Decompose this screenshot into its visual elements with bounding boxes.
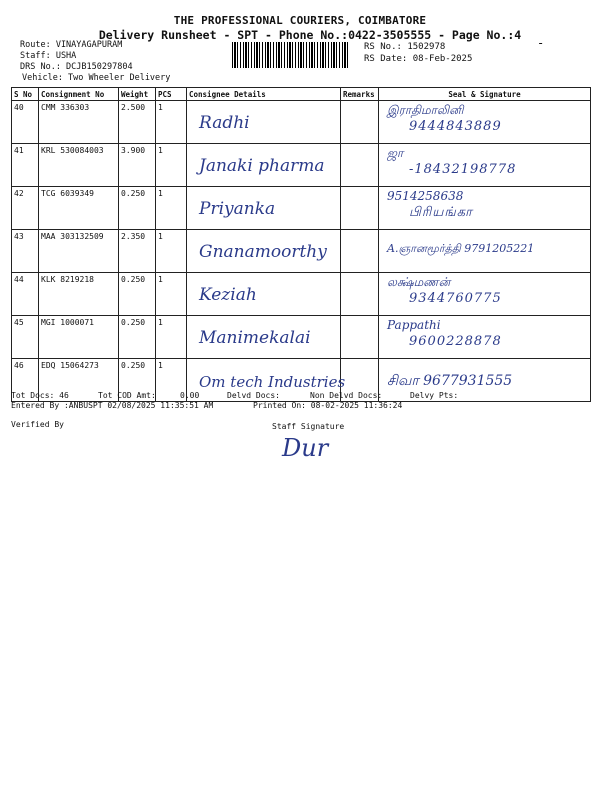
row-consignee [187,187,341,230]
row-sno: 41 [12,144,39,187]
consignee-handwriting: Manimekalai [199,328,311,348]
row-sno: 44 [12,273,39,316]
row-sno: 42 [12,187,39,230]
col-header-remarks: Remarks [341,88,379,101]
table-header-row [12,88,591,101]
signature-line1: லக்ஷ்மணன் [387,275,451,289]
row-weight: 3.900 [119,144,156,187]
entered-by: Entered By :ANBUSPT 02/08/2025 11:35:51 AM [11,401,214,410]
row-consignment: CMM 336303 [39,101,119,144]
row-sno: 45 [12,316,39,359]
margin-mark: - [537,36,545,50]
consignee-handwriting: Keziah [199,285,257,305]
col-header-weight: Weight [119,88,156,101]
row-seal-signature [379,101,591,144]
row-remarks [341,101,379,144]
row-pcs: 1 [156,359,187,402]
row-sno: 43 [12,230,39,273]
verified-by-label: Verified By [11,420,64,429]
printed-on: Printed On: 08-02-2025 11:36:24 [253,401,403,410]
row-weight: 2.500 [119,101,156,144]
delivered-docs-label: Delvd Docs: [227,391,280,400]
total-cod-label: Tot COD Amt: [98,391,156,400]
table-row [12,101,591,144]
row-consignee [187,101,341,144]
signature-line2: -18432198778 [409,162,517,177]
staff-signature-label: Staff Signature [272,422,345,431]
row-weight: 0.250 [119,316,156,359]
consignee-handwriting: Janaki pharma [199,156,325,176]
runsheet-subtitle: Delivery Runsheet - SPT - Phone No.:0422-3505555 - Page No.:4 [98,28,522,42]
rs-number: RS No.: 1502978 [364,42,446,52]
consignee-handwriting: Om tech Industries [199,373,346,391]
col-header-consignment: Consignment No [39,88,119,101]
row-seal-signature [379,230,591,273]
row-consignment: KLK 8219218 [39,273,119,316]
total-cod-value: 0.00 [180,391,200,400]
row-consignee [187,316,341,359]
col-header-sno: S No [12,88,39,101]
vehicle-label: Vehicle: Two Wheeler Delivery [22,73,171,83]
row-consignee [187,144,341,187]
col-header-consignee: Consignee Details [187,88,341,101]
row-consignment: TCG 6039349 [39,187,119,230]
staff-label: Staff: USHA [20,51,77,61]
route-label: Route: VINAYAGAPURAM [20,40,123,50]
row-pcs: 1 [156,101,187,144]
row-consignment: EDQ 15064273 [39,359,119,402]
row-consignee [187,273,341,316]
row-consignment: KRL 530084003 [39,144,119,187]
row-consignee [187,230,341,273]
row-pcs: 1 [156,230,187,273]
non-delivered-docs-label: Non Delvd Docs: [310,391,383,400]
row-pcs: 1 [156,187,187,230]
row-pcs: 1 [156,273,187,316]
table-row [12,187,591,230]
row-weight: 0.250 [119,273,156,316]
table-row [12,230,591,273]
row-seal-signature [379,316,591,359]
row-seal-signature [379,273,591,316]
col-header-pcs: PCS [156,88,187,101]
row-pcs: 1 [156,316,187,359]
signature-line1: ஜா [387,146,404,160]
row-weight: 0.250 [119,359,156,402]
consignee-handwriting: Gnanamoorthy [199,242,327,262]
row-remarks [341,273,379,316]
signature-line1: சிவா 9677931555 [387,373,513,389]
signature-line1: 9514258638 [387,189,464,203]
company-title: THE PROFESSIONAL COURIERS, COIMBATORE [173,14,427,27]
row-consignment: MAA 303132509 [39,230,119,273]
signature-line1: A.ஞானமூர்த்தி 9791205221 [387,242,535,255]
signature-line1: இராதிமாலினி [387,103,464,117]
staff-signature-mark: Dur [282,434,329,462]
col-header-seal: Seal & Signature [379,88,591,101]
consignee-handwriting: Radhi [199,113,250,133]
row-weight: 0.250 [119,187,156,230]
signature-line2: பிரியங்கா [409,205,473,220]
drs-number: DRS No.: DCJB150297804 [20,62,133,72]
row-consignment: MGI 1000071 [39,316,119,359]
row-pcs: 1 [156,144,187,187]
signature-line2: 9344760775 [409,291,502,306]
signature-line2: 9444843889 [409,119,502,134]
row-remarks [341,230,379,273]
row-weight: 2.350 [119,230,156,273]
row-seal-signature [379,144,591,187]
row-seal-signature [379,187,591,230]
row-remarks [341,316,379,359]
rs-date: RS Date: 08-Feb-2025 [364,54,473,64]
consignee-handwriting: Priyanka [199,199,276,219]
signature-line1: Pappathi [387,318,441,332]
row-remarks [341,144,379,187]
table-row [12,316,591,359]
row-sno: 40 [12,101,39,144]
table-row [12,144,591,187]
delivery-points-label: Delvy Pts: [410,391,459,400]
signature-line2: 9600228878 [409,334,502,349]
table-row [12,273,591,316]
total-docs: Tot Docs: 46 [11,391,69,400]
row-remarks [341,187,379,230]
row-sno: 46 [12,359,39,402]
delivery-table [11,87,591,402]
barcode-image [232,42,350,68]
